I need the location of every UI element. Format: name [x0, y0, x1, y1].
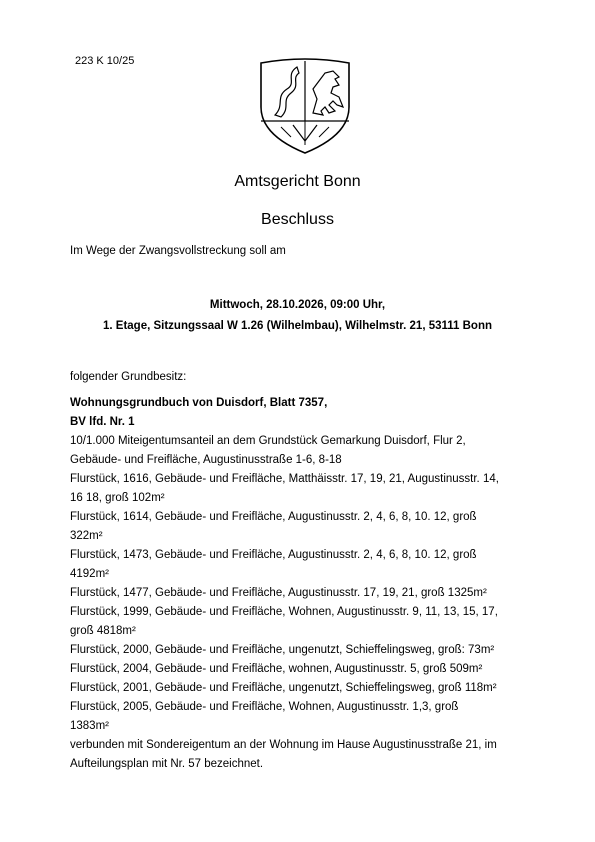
property-line: 322m² [70, 530, 103, 542]
property-line: Flurstück, 1477, Gebäude- und Freifläche, Augustinusstr. 17, 19, 21, groß 1325m² [70, 587, 487, 599]
property-line: Flurstück, 1616, Gebäude- und Freifläche, Matthäisstr. 17, 19, 21, Augustinusstr. 14, [70, 473, 499, 485]
court-name: Amtsgericht Bonn [234, 173, 361, 190]
property-line: Gebäude- und Freifläche, Augustinusstraße 1-6, 8-18 [70, 454, 342, 466]
property-line: 16 18, groß 102m² [70, 492, 165, 504]
property-line: Aufteilungsplan mit Nr. 57 bezeichnet. [70, 758, 264, 770]
case-reference: 223 K 10/25 [75, 55, 135, 67]
register-heading: Wohnungsgrundbuch von Duisdorf, Blatt 7357, [70, 397, 328, 409]
property-line: Flurstück, 2000, Gebäude- und Freifläche, ungenutzt, Schieffelingsweg, groß: 73m² [70, 644, 495, 656]
property-line: groß 4818m² [70, 625, 136, 637]
appointment-date: Mittwoch, 28.10.2026, 09:00 Uhr, [209, 299, 386, 311]
property-line: Flurstück, 1999, Gebäude- und Freifläche, Wohnen, Augustinusstr. 9, 11, 13, 15, 17, [70, 606, 498, 618]
property-line: Flurstück, 2001, Gebäude- und Freifläche, ungenutzt, Schieffelingsweg, groß 118m² [70, 682, 497, 694]
property-line: verbunden mit Sondereigentum an der Wohnung im Hause Augustinusstraße 21, im [70, 739, 497, 751]
nrw-coat-of-arms-icon [255, 55, 355, 155]
property-line: 4192m² [70, 568, 109, 580]
property-line: Flurstück, 1614, Gebäude- und Freifläche, Augustinusstr. 2, 4, 6, 8, 10. 12, groß [70, 511, 477, 523]
property-line: 1383m² [70, 720, 109, 732]
property-line: Flurstück, 2005, Gebäude- und Freifläche, Wohnen, Augustinusstr. 1,3, groß [70, 701, 459, 713]
register-subheading: BV lfd. Nr. 1 [70, 416, 135, 428]
property-line: Flurstück, 2004, Gebäude- und Freifläche, wohnen, Augustinusstr. 5, groß 509m² [70, 663, 483, 675]
appointment-location: 1. Etage, Sitzungssaal W 1.26 (Wilhelmbau), Wilhelmstr. 21, 53111 Bonn [103, 320, 492, 332]
property-intro: folgender Grundbesitz: [70, 371, 187, 383]
intro-text: Im Wege der Zwangsvollstreckung soll am [70, 245, 286, 257]
appointment-block [0, 295, 595, 337]
property-line: 10/1.000 Miteigentumsanteil an dem Grundstück Gemarkung Duisdorf, Flur 2, [70, 435, 466, 447]
property-line: Flurstück, 1473, Gebäude- und Freifläche, Augustinusstr. 2, 4, 6, 8, 10. 12, groß [70, 549, 477, 561]
document-title: Beschluss [261, 211, 334, 228]
property-description [70, 368, 540, 774]
